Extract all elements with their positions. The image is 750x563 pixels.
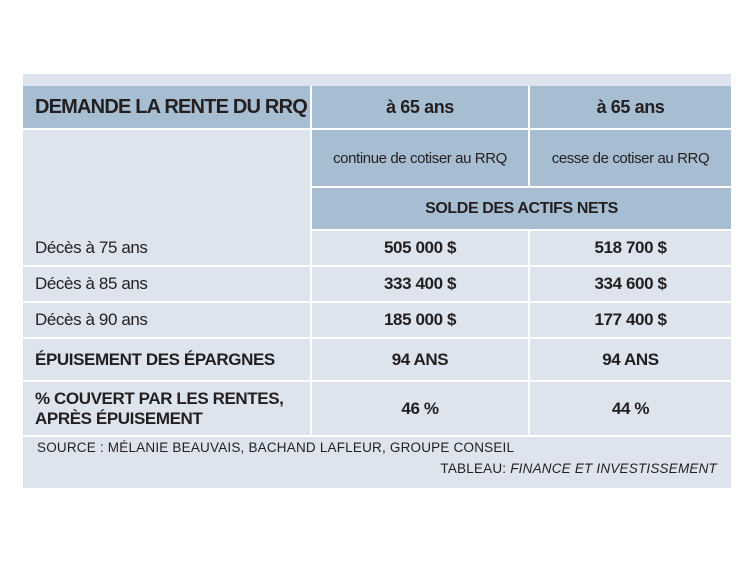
row-value-col1: 46 % — [311, 381, 529, 436]
col2-age-header: à 65 ans — [529, 86, 731, 129]
col1-subheader: continue de cotiser au RRQ — [311, 129, 529, 187]
empty-header-cell — [23, 129, 311, 230]
row-label: Décès à 90 ans — [23, 302, 311, 338]
row-value-col2: 518 700 $ — [529, 230, 731, 266]
col2-subheader: cesse de cotiser au RRQ — [529, 129, 731, 187]
table-row — [23, 302, 731, 338]
table-row — [23, 381, 731, 436]
row-label — [23, 381, 311, 436]
table-row — [23, 230, 731, 266]
source-note: SOURCE : MÉLANIE BEAUVAIS, BACHAND LAFLEUR, GROUPE CONSEIL — [37, 440, 515, 455]
table-row — [23, 266, 731, 302]
row-label-line2: APRÈS ÉPUISEMENT — [35, 408, 203, 428]
rrq-table — [23, 86, 731, 437]
row-label-line1: % COUVERT PAR LES RENTES, — [35, 388, 284, 408]
row-value-col1: 333 400 $ — [311, 266, 529, 302]
row-value-col2: 94 ANS — [529, 338, 731, 381]
row-label: Décès à 85 ans — [23, 266, 311, 302]
table-credit — [440, 461, 717, 476]
subheader-row — [23, 129, 731, 187]
row-label: ÉPUISEMENT DES ÉPARGNES — [23, 338, 311, 381]
row-label: Décès à 75 ans — [23, 230, 311, 266]
credit-name: FINANCE ET INVESTISSEMENT — [510, 461, 717, 476]
credit-prefix: TABLEAU: — [440, 461, 511, 476]
table-row — [23, 338, 731, 381]
header-row — [23, 86, 731, 129]
row-value-col2: 334 600 $ — [529, 266, 731, 302]
row-value-col2: 177 400 $ — [529, 302, 731, 338]
row-value-col2: 44 % — [529, 381, 731, 436]
row-value-col1: 94 ANS — [311, 338, 529, 381]
table-title: DEMANDE LA RENTE DU RRQ — [23, 86, 311, 129]
col1-age-header: à 65 ans — [311, 86, 529, 129]
section-header: SOLDE DES ACTIFS NETS — [311, 187, 731, 230]
row-value-col1: 505 000 $ — [311, 230, 529, 266]
row-value-col1: 185 000 $ — [311, 302, 529, 338]
